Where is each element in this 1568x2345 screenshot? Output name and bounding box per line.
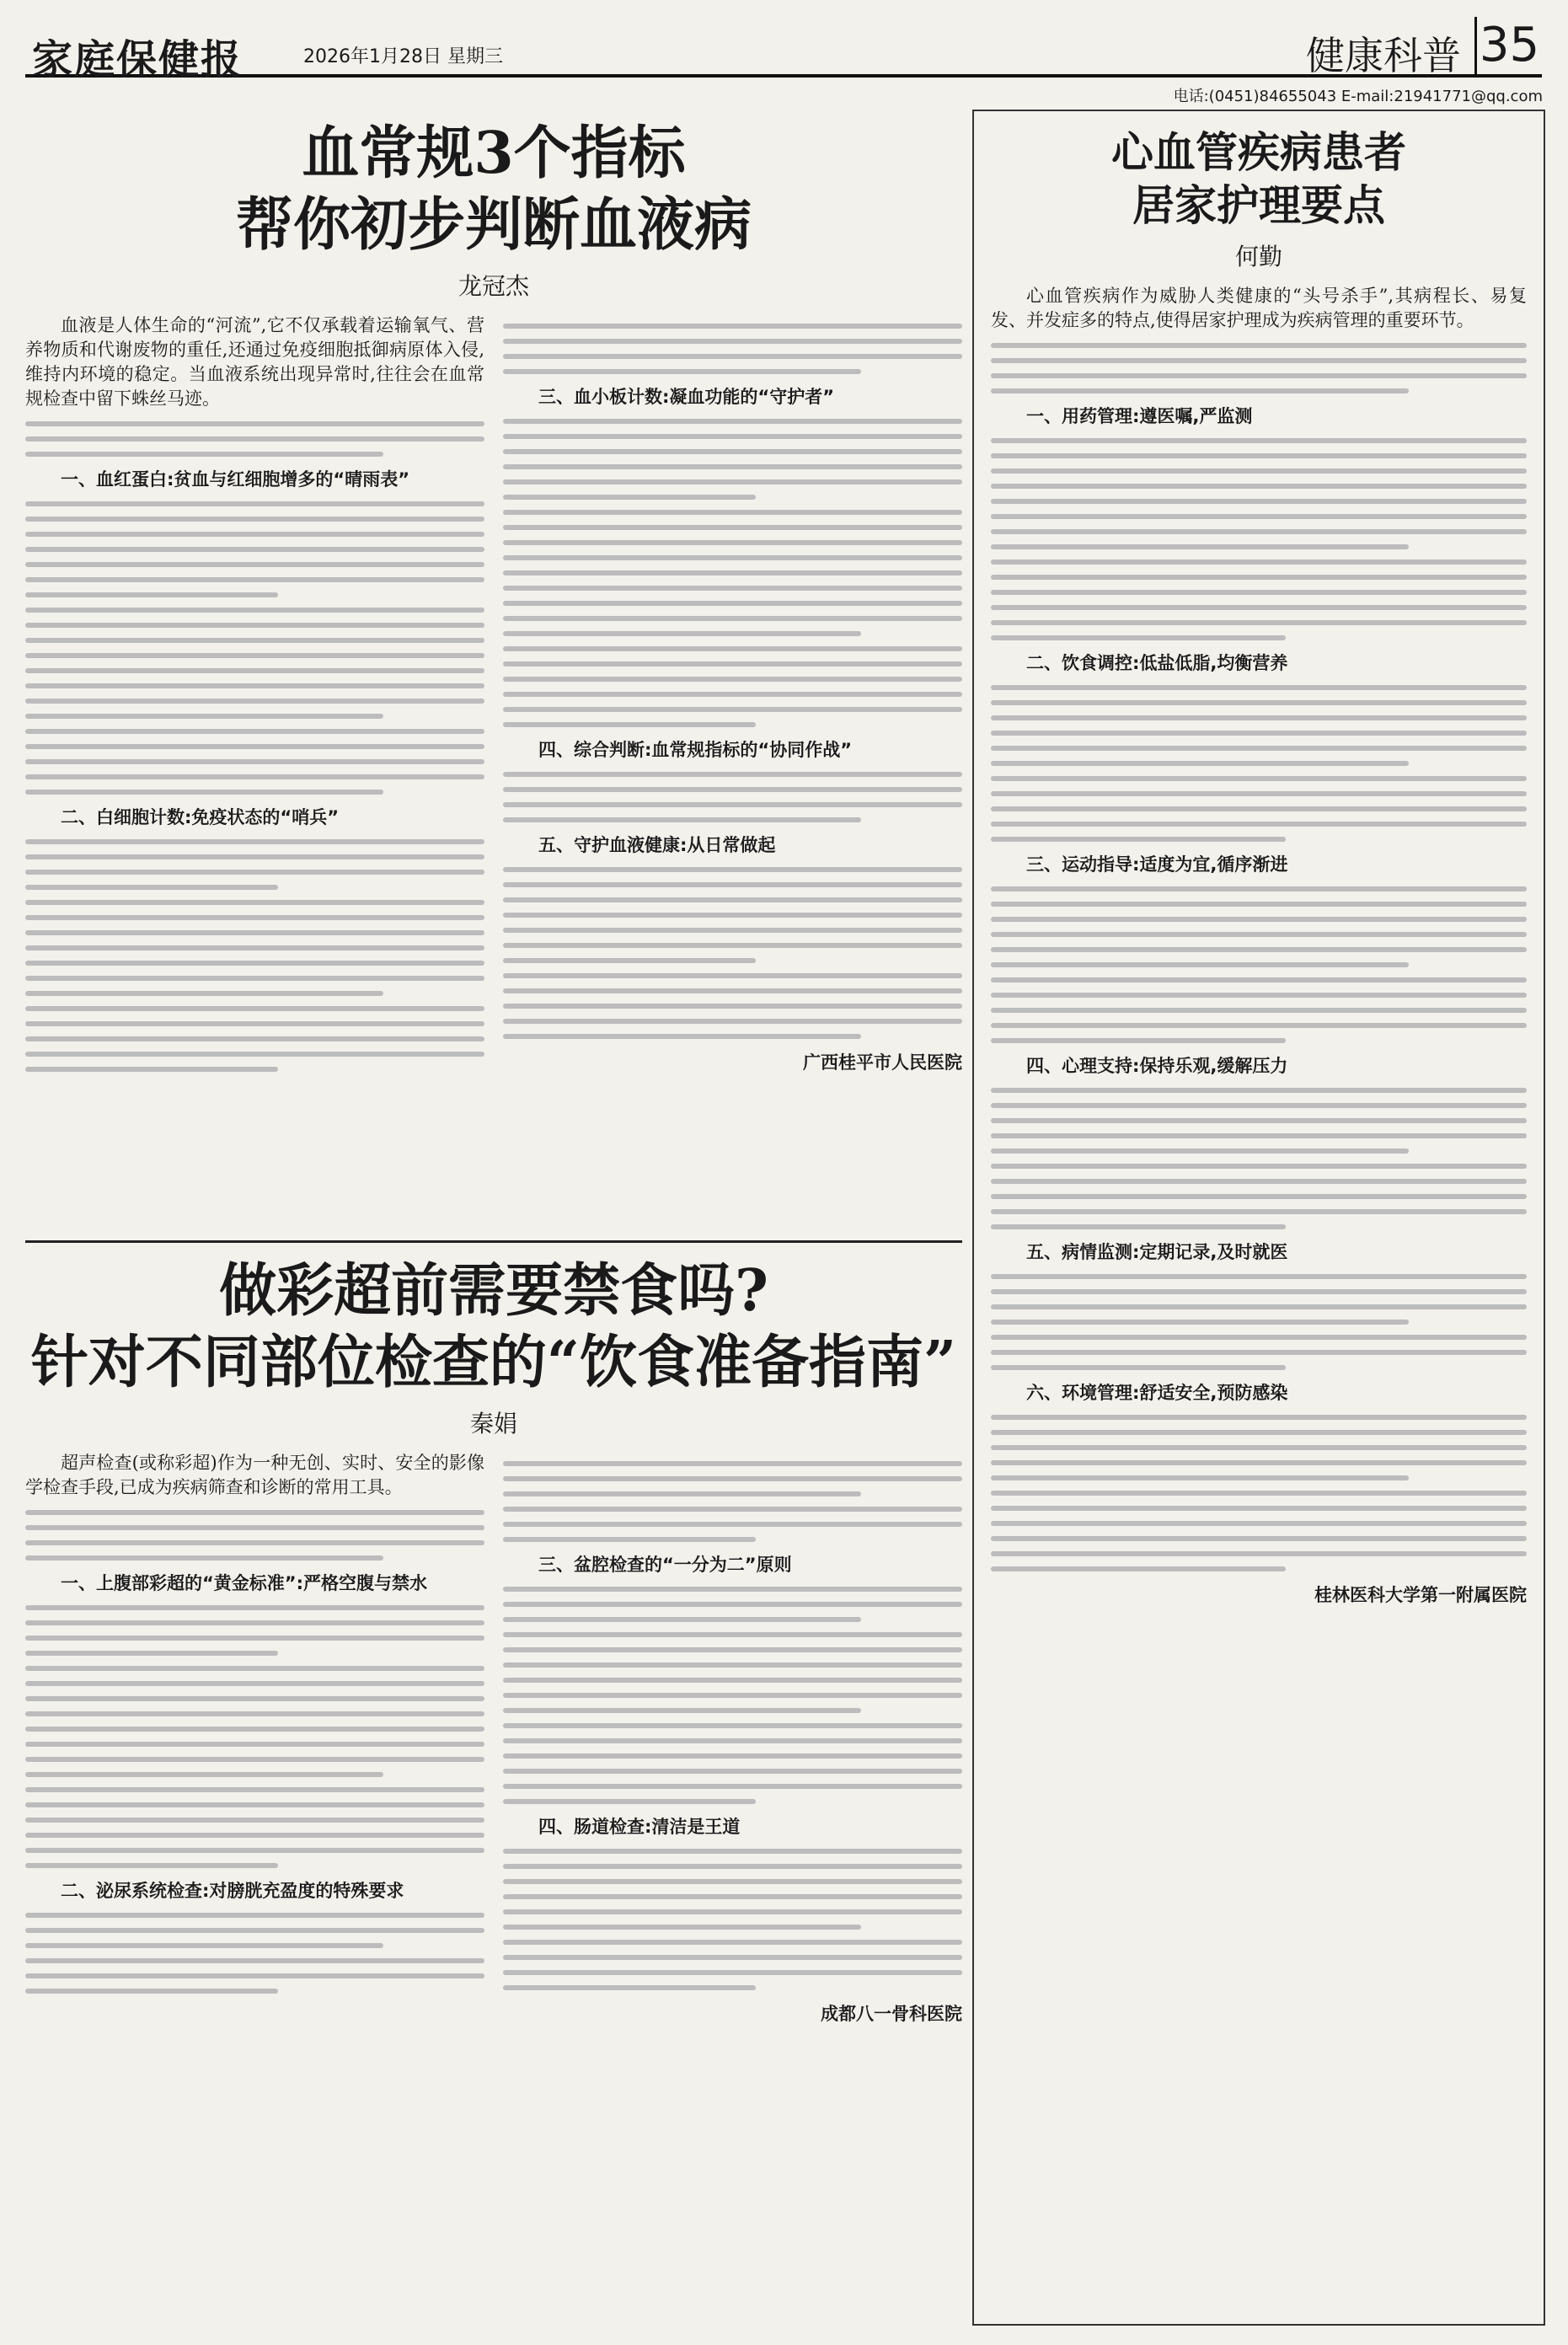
article-blood-routine: [25, 118, 962, 1230]
page-number: 35: [1474, 17, 1542, 74]
section-heading: 二、饮食调控:低盐低脂,均衡营养: [1026, 653, 1288, 673]
section-heading: 四、综合判断:血常规指标的“协同作战”: [538, 740, 852, 760]
section-heading: 四、心理支持:保持乐观,缓解压力: [1026, 1056, 1288, 1076]
article-intro: 超声检查(或称彩超)作为一种无创、实时、安全的影像学检查手段,已成为疾病筛查和诊断的常用工具。: [25, 1453, 484, 1497]
article-author: 何勤: [1234, 243, 1282, 270]
divider: [25, 1240, 962, 1243]
section-heading: 六、环境管理:舒适安全,预防感染: [1026, 1383, 1288, 1403]
masthead: [25, 17, 1542, 83]
section-title: 健康科普: [1306, 33, 1461, 78]
section-heading: 一、上腹部彩超的“黄金标准”:严格空腹与禁水: [61, 1573, 427, 1593]
section-heading: 二、白细胞计数:免疫状态的“哨兵”: [61, 807, 340, 827]
article-title: 血常规3个指标: [302, 120, 686, 187]
article-ultrasound: [25, 1255, 962, 2326]
article-hospital: 广西桂平市人民医院: [803, 1052, 962, 1073]
article-cardio-care: [972, 110, 1545, 2326]
article-title: 心血管疾病患者: [1111, 127, 1406, 177]
article-intro: 血液是人体生命的“河流”,它不仅承载着运输氧气、营养物质和代谢废物的重任,还通过免疫细胞抵御病原体入侵,维持内环境的稳定。当血液系统出现异常时,往往会在血常规检查中留下蛛丝马迹。: [25, 315, 484, 409]
article-title: 针对不同部位检查的“饮食准备指南”: [30, 1329, 957, 1396]
section-heading: 一、用药管理:遵医嘱,严监测: [1026, 406, 1253, 426]
section-heading: 二、泌尿系统检查:对膀胱充盈度的特殊要求: [61, 1881, 404, 1901]
article-hospital: 成都八一骨科医院: [821, 2004, 962, 2024]
article-author: 秦娟: [469, 1410, 517, 1438]
contact-line: 电话:(0451)84655043 E-mail:21941771@qq.com: [1173, 88, 1543, 105]
issue-date: 2026年1月28日 星期三: [303, 46, 503, 67]
article-title: 居家护理要点: [1132, 179, 1385, 230]
section-heading: 五、病情监测:定期记录,及时就医: [1026, 1242, 1288, 1262]
article-title: 做彩超前需要禁食吗?: [219, 1257, 768, 1325]
section-heading: 三、运动指导:适度为宜,循序渐进: [1026, 854, 1288, 875]
section-heading: 三、血小板计数:凝血功能的“守护者”: [538, 387, 835, 407]
article-author: 龙冠杰: [458, 272, 529, 300]
paper-name: 家庭保健报: [32, 36, 243, 83]
section-heading: 五、守护血液健康:从日常做起: [538, 835, 776, 855]
section-heading: 四、肠道检查:清洁是王道: [538, 1817, 741, 1837]
section-heading: 三、盆腔检查的“一分为二”原则: [538, 1555, 792, 1575]
article-intro: 心血管疾病作为威胁人类健康的“头号杀手”,其病程长、易复发、并发症多的特点,使得居家护理成为疾病管理的重要环节。: [991, 286, 1527, 330]
section-heading: 一、血红蛋白:贫血与红细胞增多的“晴雨表”: [61, 469, 409, 490]
article-title: 帮你初步判断血液病: [235, 191, 752, 259]
article-hospital: 桂林医科大学第一附属医院: [1314, 1585, 1527, 1605]
